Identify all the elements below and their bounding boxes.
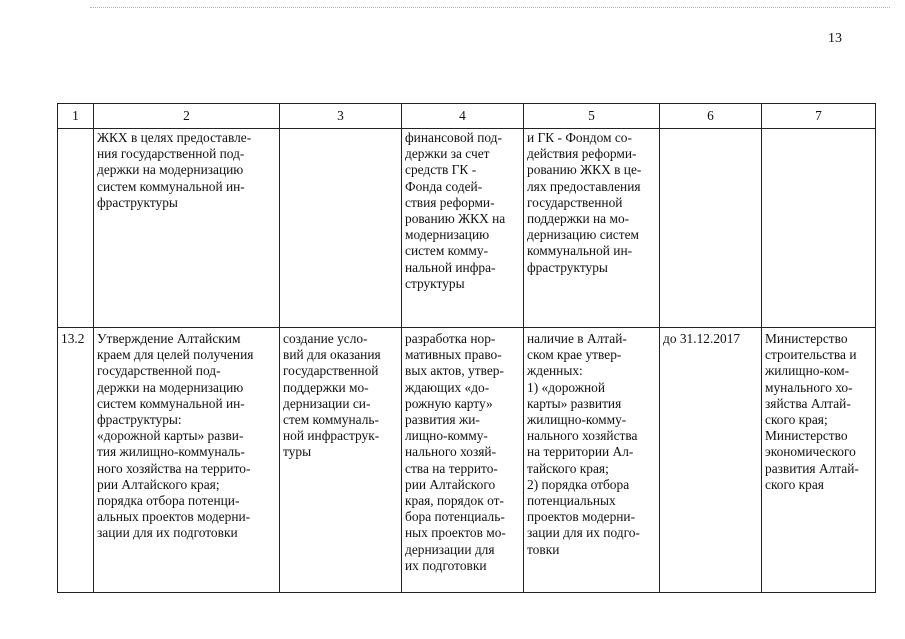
plan-table xyxy=(57,103,876,593)
measure-cell: ЖКХ в целях предоставле- ния государственной под- держки на модернизацию систем коммунальной ин- фраструктуры xyxy=(94,129,280,328)
goal-cell: создание усло- вий для оказания государственной поддержки мо- дернизации си- стем коммуналь- ной инфраструк- туры xyxy=(280,328,402,593)
row-number-cell xyxy=(58,129,94,328)
table-row xyxy=(58,129,876,328)
column-header-5: 5 xyxy=(524,104,660,129)
result-cell: и ГК - Фондом со- действия реформи- рованию ЖКХ в це- лях предоставления государственной поддержки на мо- дернизацию систем коммунальной ин- фраструктуры xyxy=(524,129,660,328)
column-header-2: 2 xyxy=(94,104,280,129)
column-header-6: 6 xyxy=(660,104,762,129)
deadline-cell: до 31.12.2017 xyxy=(660,328,762,593)
row-number-cell: 13.2 xyxy=(58,328,94,593)
goal-cell xyxy=(280,129,402,328)
page-number: 13 xyxy=(828,31,842,46)
column-header-7: 7 xyxy=(762,104,876,129)
header-row xyxy=(58,104,876,129)
measure-cell: Утверждение Алтайским краем для целей получения государственной под- держки на модернизацию систем коммунальной ин- фраструктуры: «дорожной карты» разви- тия жилищно-коммуналь- ного хозяйства на террито- рии Алтайского края; порядка отбора потенци- альных проектов модерни- зации для их подготовки xyxy=(94,328,280,593)
top-rule xyxy=(90,7,890,8)
column-header-1: 1 xyxy=(58,104,94,129)
action-cell: финансовой под- держки за счет средств ГК - Фонда содей- ствия реформи- рованию ЖКХ на модернизацию систем комму- нальной инфра- структуры xyxy=(402,129,524,328)
responsible-cell xyxy=(762,129,876,328)
column-header-4: 4 xyxy=(402,104,524,129)
table-row xyxy=(58,328,876,593)
result-cell: наличие в Алтай- ском крае утвер- жденных: 1) «дорожной карты» развития жилищно-комму- нального хозяйства на территории Ал- тайского края; 2) порядка отбора потенциальных проектов модерни- зации для их подго- товки xyxy=(524,328,660,593)
action-cell: разработка нор- мативных право- вых актов, утвер- ждающих «до- рожную карту» развития жи- лищно-комму- нального хозяй- ства на террито- рии Алтайского края, порядок от- бора потенциаль- ных проектов мо- дернизации для их подготовки xyxy=(402,328,524,593)
deadline-cell xyxy=(660,129,762,328)
responsible-cell: Министерство строительства и жилищно-ком- мунального хо- зяйства Алтай- ского края; Министерство экономического развития Алтай- ского края xyxy=(762,328,876,593)
column-header-3: 3 xyxy=(280,104,402,129)
